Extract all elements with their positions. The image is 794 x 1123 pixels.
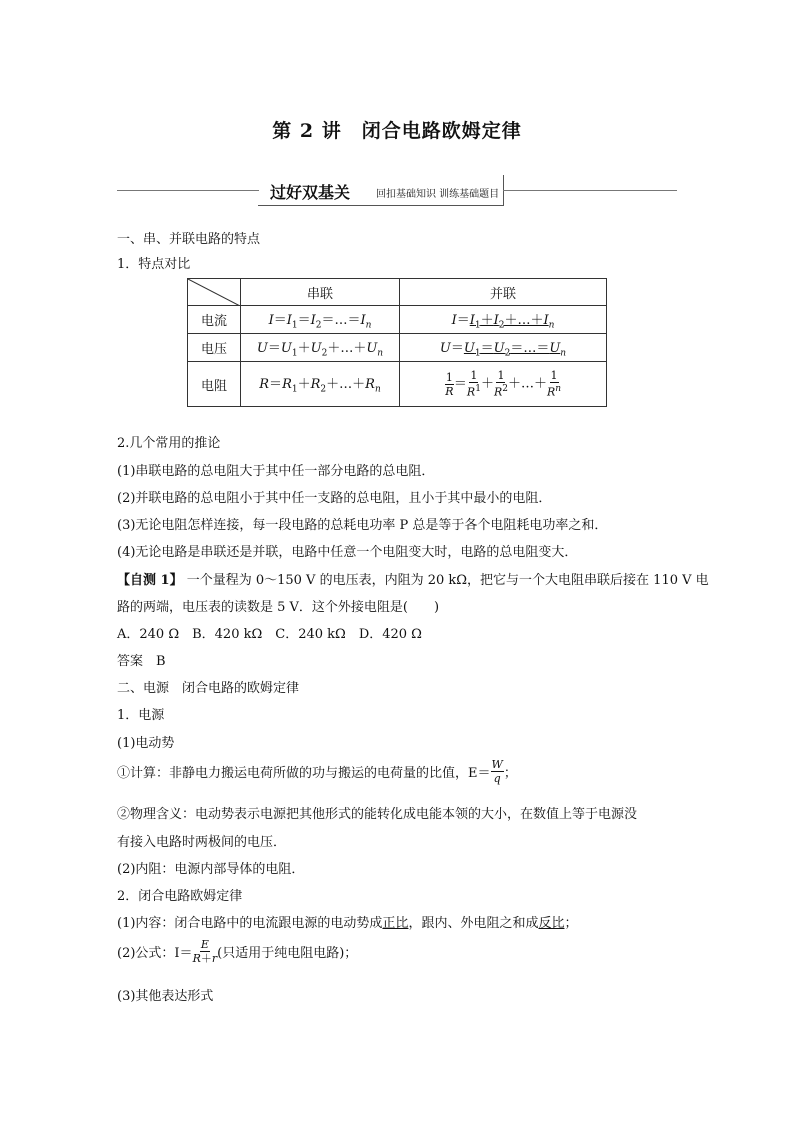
- law-formula-line: [117, 938, 357, 965]
- banner-rule-left: [117, 190, 259, 191]
- banner-title: 过好双基关: [270, 183, 351, 202]
- section2-heading: 二、电源 闭合电路的欧姆定律: [117, 681, 300, 696]
- section2-sub1: 1．电源: [117, 708, 165, 723]
- page-title: 第 2 讲 闭合电路欧姆定律: [272, 120, 522, 142]
- law-fraction: $\frac{E}{R+r}$: [192, 938, 218, 965]
- parallel-resistance-formula: $\frac{1}{R}$ ＝ $\frac{1}{R^1}$ ＋ $\frac{1}{R^2}$ ＋…＋ $\frac{1}{R^n}$: [400, 362, 607, 407]
- law-formula-prefix: (2)公式：I＝: [117, 946, 193, 961]
- self-test-line1: [117, 569, 709, 588]
- diagonal-line: [188, 279, 240, 306]
- emf-calc-line: ①计算：非静电力搬运电荷所做的功与搬运的电荷量的比值，E＝ $\frac{W}{q}$ ；: [117, 758, 517, 785]
- series-voltage-formula: $U=U_1+U_2+\dots+U_n$: [241, 334, 400, 362]
- inference-2: (2)并联电路的总电阻小于其中任一支路的总电阻，且小于其中最小的电阻．: [117, 491, 552, 506]
- row-label-current: 电流: [188, 306, 241, 334]
- self-test-line2: 路的两端，电压表的读数是 5 V．这个外接电阻是( ): [117, 600, 440, 615]
- series-resistance-formula: $R=R_1+R_2+\dots+R_n$: [241, 362, 400, 407]
- series-current-formula: $I=I_1=I_2=\dots=I_n$: [241, 306, 400, 334]
- section2-sub2: 2．闭合电路欧姆定律: [117, 889, 243, 904]
- comparison-table: [187, 278, 607, 407]
- emf-meaning-line1: ②物理含义：电动势表示电源把其他形式的能转化成电能本领的大小，在数值上等于电源没: [117, 807, 638, 822]
- table-row: [188, 306, 607, 334]
- section1-sub1: 1．特点对比: [117, 257, 191, 272]
- table-row: [188, 334, 607, 362]
- law-content: (1)内容：闭合电路中的电流跟电源的电动势成正比，跟内、外电阻之和成反比；: [117, 916, 578, 931]
- underline-proportional: 正比: [382, 916, 409, 931]
- emf-meaning-line2: 有接入电路时两极间的电压．: [117, 835, 287, 850]
- other-forms: (3)其他表达形式: [117, 989, 214, 1004]
- inference-1: (1)串联电路的总电阻大于其中任一部分电路的总电阻．: [117, 464, 435, 479]
- table-header-series: 串联: [241, 279, 400, 306]
- row-label-resistance: 电阻: [188, 362, 241, 407]
- section1-sub2: 2.几个常用的推论: [117, 436, 221, 451]
- law-formula-suffix: (只适用于纯电阻电路)；: [217, 946, 358, 961]
- row-label-voltage: 电压: [188, 334, 241, 362]
- section1-heading: 一、串、并联电路的特点: [117, 232, 261, 247]
- emf-heading: (1)电动势: [117, 736, 175, 751]
- inference-3: (3)无论电阻怎样连接，每一段电路的总耗电功率 P 总是等于各个电阻耗电功率之和．: [117, 518, 608, 533]
- self-test-label: 【自测 1】: [117, 573, 183, 588]
- self-test-answer: 答案 B: [117, 654, 166, 669]
- internal-resistance: (2)内阻：电源内部导体的电阻．: [117, 862, 305, 877]
- parallel-voltage-formula: $U=U_1=U_2=\dots=U_n$: [400, 334, 607, 362]
- table-header-row: [188, 279, 607, 306]
- table-row: [188, 362, 607, 407]
- table-corner-cell: [188, 279, 241, 306]
- self-test-text1: 一个量程为 0～150 V 的电压表，内阻为 20 kΩ，把它与一个大电阻串联后接在 110 V 电: [182, 573, 709, 588]
- emf-calc-text: ①计算：非静电力搬运电荷所做的功与搬运的电荷量的比值，E＝: [117, 766, 491, 781]
- table-header-parallel: 并联: [400, 279, 607, 306]
- self-test-options: A．240 Ω B．420 kΩ C．240 kΩ D．420 Ω: [117, 627, 422, 642]
- underline-inverse: 反比: [538, 916, 565, 931]
- emf-fraction: $\frac{W}{q}$: [491, 758, 503, 785]
- parallel-current-formula: $I=I_1+I_2+\dots+I_n$: [400, 306, 607, 334]
- banner-subtitle: 回扣基础知识 训练基础题目: [376, 189, 500, 200]
- banner-rule-right: [503, 190, 677, 191]
- inference-4: (4)无论电路是串联还是并联，电路中任意一个电阻变大时，电路的总电阻变大．: [117, 545, 578, 560]
